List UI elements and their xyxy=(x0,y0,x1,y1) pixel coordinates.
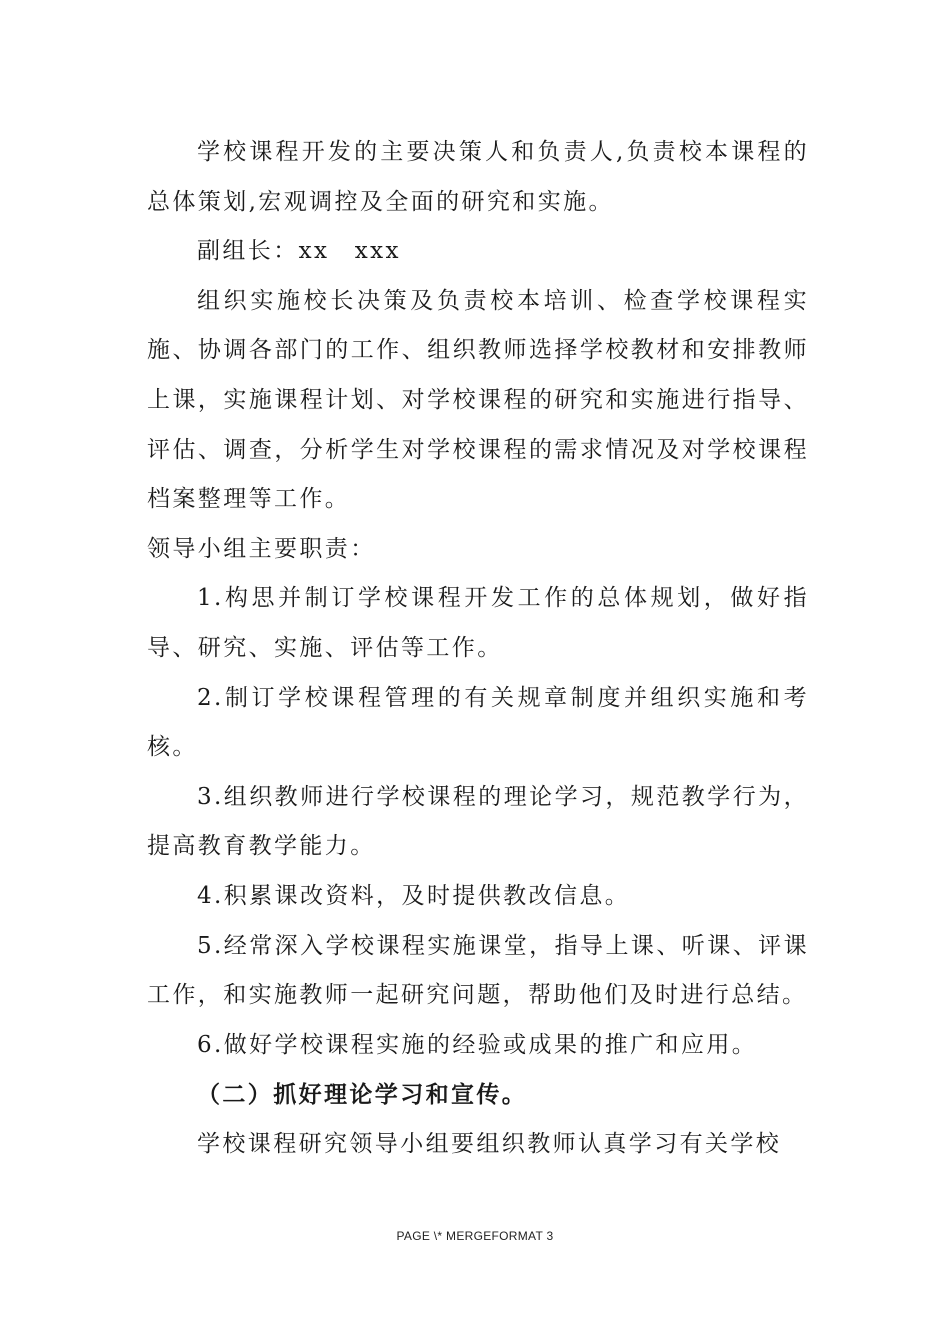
list-item-responsibility-6: 6.做好学校课程实施的经验或成果的推广和应用。 xyxy=(197,1031,758,1058)
paragraph-group-responsibilities-heading: 领导小组主要职责： xyxy=(147,535,376,562)
paragraph-school-course-lead-duties: 学校课程开发的主要决策人和负责人,负责校本课程的总体策划,宏观调控及全面的研究和实施。 xyxy=(147,139,809,215)
paragraph-deputy-leader-duties: 组织实施校长决策及负责校本培训、检查学校课程实施、协调各部门的工作、组织教师选择学校教材和安排教师上课，实施课程计划、对学校课程的研究和实施进行指导、评估、调查，分析学生对学校课程的需求情况及对学校课程档案整理等工作。 xyxy=(147,287,809,513)
list-item-responsibility-5: 5.经常深入学校课程实施课堂，指导上课、听课、评课工作，和实施教师一起研究问题，帮助他们及时进行总结。 xyxy=(147,932,809,1009)
list-item-responsibility-4: 4.积累课改资料，及时提供教改信息。 xyxy=(197,882,631,909)
section-heading-theory-study: （二）抓好理论学习和宣传。 xyxy=(197,1081,528,1109)
page-footer: PAGE \* MERGEFORMAT 3 xyxy=(396,1229,554,1243)
paragraph-deputy-leader: 副组长：xx xxx xyxy=(197,238,401,265)
list-item-responsibility-1: 1.构思并制订学校课程开发工作的总体规划，做好指导、研究、实施、评估等工作。 xyxy=(147,585,809,661)
paragraph-theory-study: 学校课程研究领导小组要组织教师认真学习有关学校 xyxy=(197,1130,782,1157)
document-body xyxy=(147,128,809,1169)
list-item-responsibility-3: 3.组织教师进行学校课程的理论学习，规范教学行为，提高教育教学能力。 xyxy=(147,783,809,860)
list-item-responsibility-2: 2.制订学校课程管理的有关规章制度并组织实施和考核。 xyxy=(147,684,809,761)
